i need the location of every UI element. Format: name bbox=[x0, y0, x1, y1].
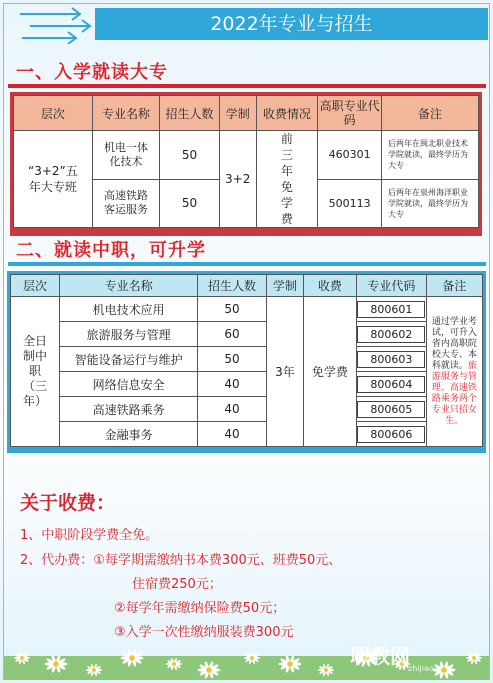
table-row bbox=[11, 397, 483, 422]
flower-center bbox=[20, 656, 24, 660]
major-cell: 旅游服务与管理 bbox=[60, 322, 198, 347]
major-cell: 机电一体化技术 bbox=[92, 131, 159, 180]
arrows-decoration-icon bbox=[18, 4, 92, 44]
fee-cell: 免学费 bbox=[304, 297, 357, 447]
major-cell: 金融事务 bbox=[60, 422, 198, 447]
code-cell bbox=[356, 322, 426, 347]
duration-cell: 3年 bbox=[266, 297, 303, 447]
column-header: 高职专业代码 bbox=[318, 96, 382, 131]
table-row bbox=[11, 372, 483, 397]
code-cell bbox=[356, 397, 426, 422]
count-cell: 50 bbox=[160, 131, 220, 180]
code-box: 800603 bbox=[357, 351, 425, 368]
column-header: 层次 bbox=[14, 96, 93, 131]
section2-underline bbox=[8, 262, 486, 266]
flower-center bbox=[172, 662, 176, 666]
table-row bbox=[11, 297, 483, 322]
flower-center bbox=[472, 656, 476, 660]
column-header: 收费 bbox=[304, 275, 357, 297]
level-cell: 全日制中职（三年） bbox=[11, 297, 60, 447]
fees-title: 关于收费： bbox=[20, 492, 116, 514]
column-header: 备注 bbox=[426, 275, 482, 297]
column-header: 学制 bbox=[266, 275, 303, 297]
flower-center bbox=[129, 655, 135, 661]
note-text: 通过学业考试，可升入省内高职院校大专、本科就读。 bbox=[431, 316, 477, 371]
column-header: 学制 bbox=[219, 96, 256, 131]
code-cell: 500113 bbox=[318, 179, 382, 228]
column-header: 层次 bbox=[11, 275, 60, 297]
count-cell: 40 bbox=[198, 397, 266, 422]
table-admission-college bbox=[13, 95, 479, 228]
count-cell: 50 bbox=[160, 179, 220, 228]
fee-line: 住宿费250元； bbox=[132, 577, 222, 592]
table-row bbox=[11, 322, 483, 347]
major-cell: 机电技术应用 bbox=[60, 297, 198, 322]
code-cell bbox=[356, 372, 426, 397]
section1-heading: 一、入学就读大专 bbox=[16, 62, 168, 83]
code-cell bbox=[356, 422, 426, 447]
section1-underline bbox=[8, 84, 486, 88]
flower-center bbox=[250, 656, 254, 660]
fee-line: ③入学一次性缴纳服装费300元 bbox=[114, 625, 294, 640]
flower-center bbox=[287, 661, 293, 667]
watermark-logo: 职教网 bbox=[350, 644, 410, 668]
table-header-row bbox=[14, 96, 479, 131]
code-cell: 460301 bbox=[318, 131, 382, 180]
code-box: 800604 bbox=[357, 376, 425, 393]
note-cell: 后两年在闽北职业技术学院就读，最终学历为大专 bbox=[382, 131, 479, 180]
flower-center bbox=[441, 667, 447, 673]
count-cell: 40 bbox=[198, 372, 266, 397]
note-text-red: 旅游服务与管理、高速铁路乘务两个专业只招女生。 bbox=[431, 360, 477, 426]
table-row bbox=[14, 131, 479, 180]
count-cell: 50 bbox=[198, 347, 266, 372]
duration-cell: 3+2 bbox=[219, 131, 256, 228]
column-header: 招生人数 bbox=[198, 275, 266, 297]
code-cell bbox=[356, 347, 426, 372]
column-header: 专业名称 bbox=[92, 96, 159, 131]
column-header: 专业代码 bbox=[356, 275, 426, 297]
major-cell: 高速铁路乘务 bbox=[60, 397, 198, 422]
note-cell: 后两年在泉州海洋职业学院就读，最终学历为大专 bbox=[382, 179, 479, 228]
section2-heading: 二、就读中职，可升学 bbox=[16, 240, 206, 261]
table-row bbox=[11, 422, 483, 447]
code-box: 800602 bbox=[357, 326, 425, 343]
flower-center bbox=[206, 667, 212, 673]
column-header: 备注 bbox=[382, 96, 479, 131]
code-box: 800605 bbox=[357, 401, 425, 418]
major-cell: 智能设备运行与维护 bbox=[60, 347, 198, 372]
column-header: 招生人数 bbox=[160, 96, 220, 131]
column-header: 收费情况 bbox=[256, 96, 318, 131]
watermark-sub: zhijiao bbox=[408, 664, 434, 673]
count-cell: 60 bbox=[198, 322, 266, 347]
fee-line: ②每学年需缴纳保险费50元； bbox=[114, 601, 286, 616]
note-cell bbox=[426, 297, 482, 447]
flower-center bbox=[324, 668, 328, 672]
flower-center bbox=[53, 661, 59, 667]
level-cell: “3+2”五年大专班 bbox=[14, 131, 93, 228]
table-row bbox=[11, 347, 483, 372]
count-cell: 40 bbox=[198, 422, 266, 447]
flower-center bbox=[92, 668, 96, 672]
major-cell: 网络信息安全 bbox=[60, 372, 198, 397]
code-box: 800601 bbox=[357, 301, 425, 318]
code-cell bbox=[356, 297, 426, 322]
table-header-row bbox=[11, 275, 483, 297]
flowers-decoration bbox=[4, 636, 489, 680]
major-cell: 高速铁路客运服务 bbox=[92, 179, 159, 228]
page-title: 2022年专业与招生 bbox=[210, 13, 373, 35]
count-cell: 50 bbox=[198, 297, 266, 322]
fee-line: 2、代办费：①每学期需缴纳书本费300元、班费50元、 bbox=[20, 553, 342, 568]
fee-cell: 前三年免学费 bbox=[256, 131, 318, 228]
code-box: 800606 bbox=[357, 426, 425, 443]
fee-line: 1、中职阶段学费全免。 bbox=[20, 528, 159, 543]
column-header: 专业名称 bbox=[60, 275, 198, 297]
table-vocational bbox=[10, 274, 483, 447]
